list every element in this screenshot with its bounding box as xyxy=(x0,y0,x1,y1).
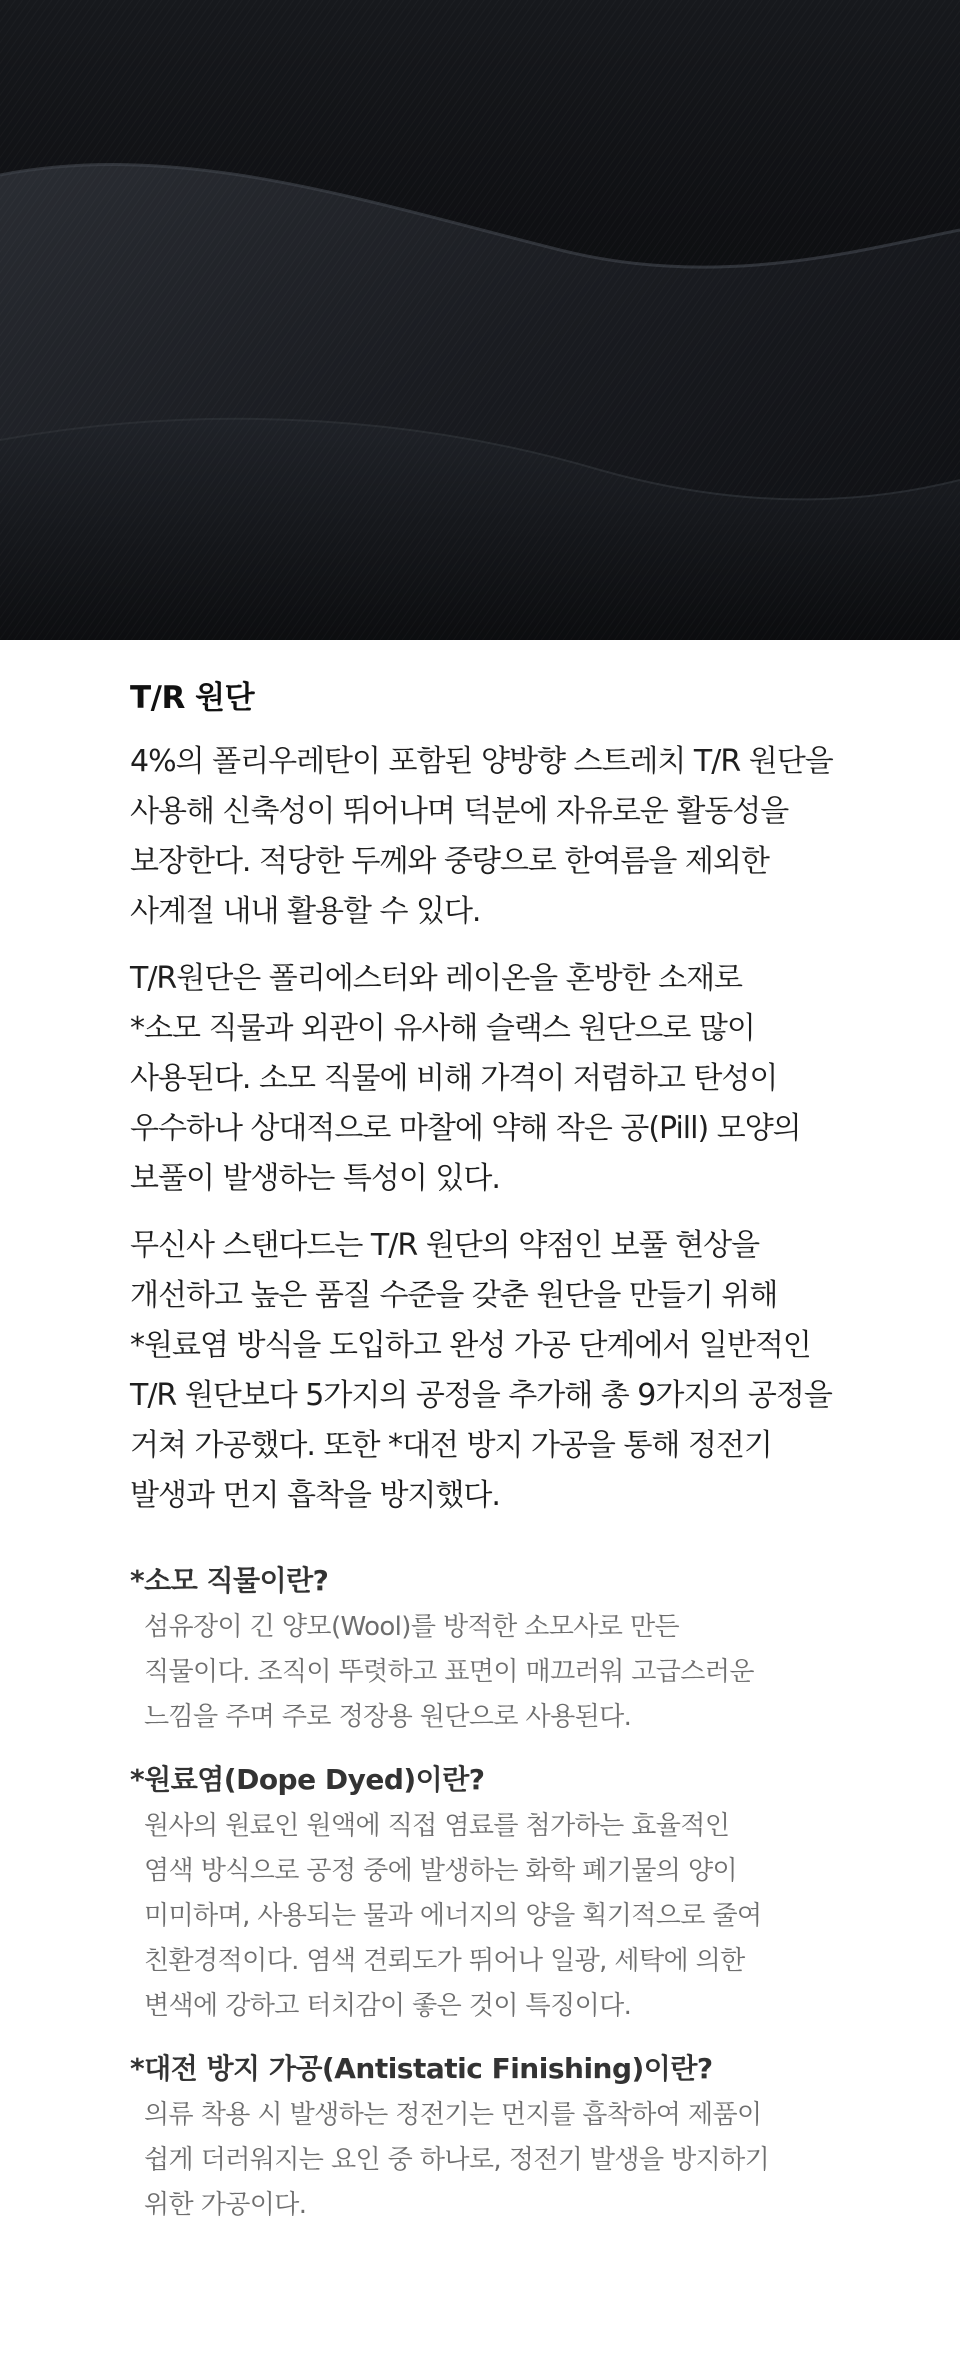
text-line: T/R 원단보다 5가지의 공정을 추가해 총 9가지의 공정을 xyxy=(130,1378,832,1413)
text-line: 발생과 먼지 흡착을 방지했다. xyxy=(130,1478,500,1513)
note-line: 염색 방식으로 공정 중에 발생하는 화학 폐기물의 양이 xyxy=(144,1856,738,1886)
note-title: *원료염(Dope Dyed)이란? xyxy=(130,1763,485,1796)
text-line: 보장한다. 적당한 두께와 중량으로 한여름을 제외한 xyxy=(130,844,769,879)
note-line: 변색에 강하고 터치감이 좋은 것이 특징이다. xyxy=(144,1991,632,2021)
note-line: 친환경적이다. 염색 견뢰도가 뛰어나 일광, 세탁에 의한 xyxy=(144,1946,745,1976)
note-title: *소모 직물이란? xyxy=(130,1564,329,1597)
note-dope-dyed xyxy=(130,1760,850,2029)
paragraph-tr-fabric xyxy=(130,954,850,1204)
note-line: 위한 가공이다. xyxy=(144,2190,307,2220)
note-line: 섬유장이 긴 양모(Wool)를 방적한 소모사로 만든 xyxy=(144,1612,680,1642)
text-line: 사용해 신축성이 뛰어나며 덕분에 자유로운 활동성을 xyxy=(130,794,789,829)
note-line: 느낌을 주며 주로 정장용 원단으로 사용된다. xyxy=(144,1702,632,1732)
note-line: 쉽게 더러워지는 요인 중 하나로, 정전기 발생을 방지하기 xyxy=(144,2145,770,2175)
text-line: *소모 직물과 외관이 유사해 슬랙스 원단으로 많이 xyxy=(130,1011,755,1046)
note-antistatic xyxy=(130,2049,850,2228)
fabric-photo xyxy=(0,0,960,640)
note-line: 원사의 원료인 원액에 직접 염료를 첨가하는 효율적인 xyxy=(144,1811,730,1841)
note-body xyxy=(130,1605,850,1740)
text-line: 보풀이 발생하는 특성이 있다. xyxy=(130,1161,500,1196)
text-line: 우수하나 상대적으로 마찰에 약해 작은 공(Pill) 모양의 xyxy=(130,1111,801,1146)
note-body xyxy=(130,1804,850,2029)
note-title: *대전 방지 가공(Antistatic Finishing)이란? xyxy=(130,2052,713,2085)
text-line: 사용된다. 소모 직물에 비해 가격이 저렴하고 탄성이 xyxy=(130,1061,778,1096)
paragraph-stretch xyxy=(130,737,850,937)
text-line: 4%의 폴리우레탄이 포함된 양방향 스트레치 T/R 원단을 xyxy=(130,744,833,779)
fabric-description xyxy=(130,676,850,2248)
text-line: 사계절 내내 활용할 수 있다. xyxy=(130,894,481,929)
note-line: 미미하며, 사용되는 물과 에너지의 양을 획기적으로 줄여 xyxy=(144,1901,762,1931)
text-line: 개선하고 높은 품질 수준을 갖춘 원단을 만들기 위해 xyxy=(130,1278,778,1313)
note-worsted-fabric xyxy=(130,1561,850,1740)
text-line: 거쳐 가공했다. 또한 *대전 방지 가공을 통해 정전기 xyxy=(130,1428,772,1463)
text-line: *원료염 방식을 도입하고 완성 가공 단계에서 일반적인 xyxy=(130,1328,811,1363)
fabric-hero-image xyxy=(0,0,960,640)
section-title: T/R 원단 xyxy=(130,680,255,716)
footnotes xyxy=(130,1561,850,2228)
text-line: T/R원단은 폴리에스터와 레이온을 혼방한 소재로 xyxy=(130,961,743,996)
note-line: 직물이다. 조직이 뚜렷하고 표면이 매끄러워 고급스러운 xyxy=(144,1657,754,1687)
note-body xyxy=(130,2093,850,2228)
paragraph-processing xyxy=(130,1221,850,1521)
note-line: 의류 착용 시 발생하는 정전기는 먼지를 흡착하여 제품이 xyxy=(144,2100,762,2130)
text-line: 무신사 스탠다드는 T/R 원단의 약점인 보풀 현상을 xyxy=(130,1228,760,1263)
